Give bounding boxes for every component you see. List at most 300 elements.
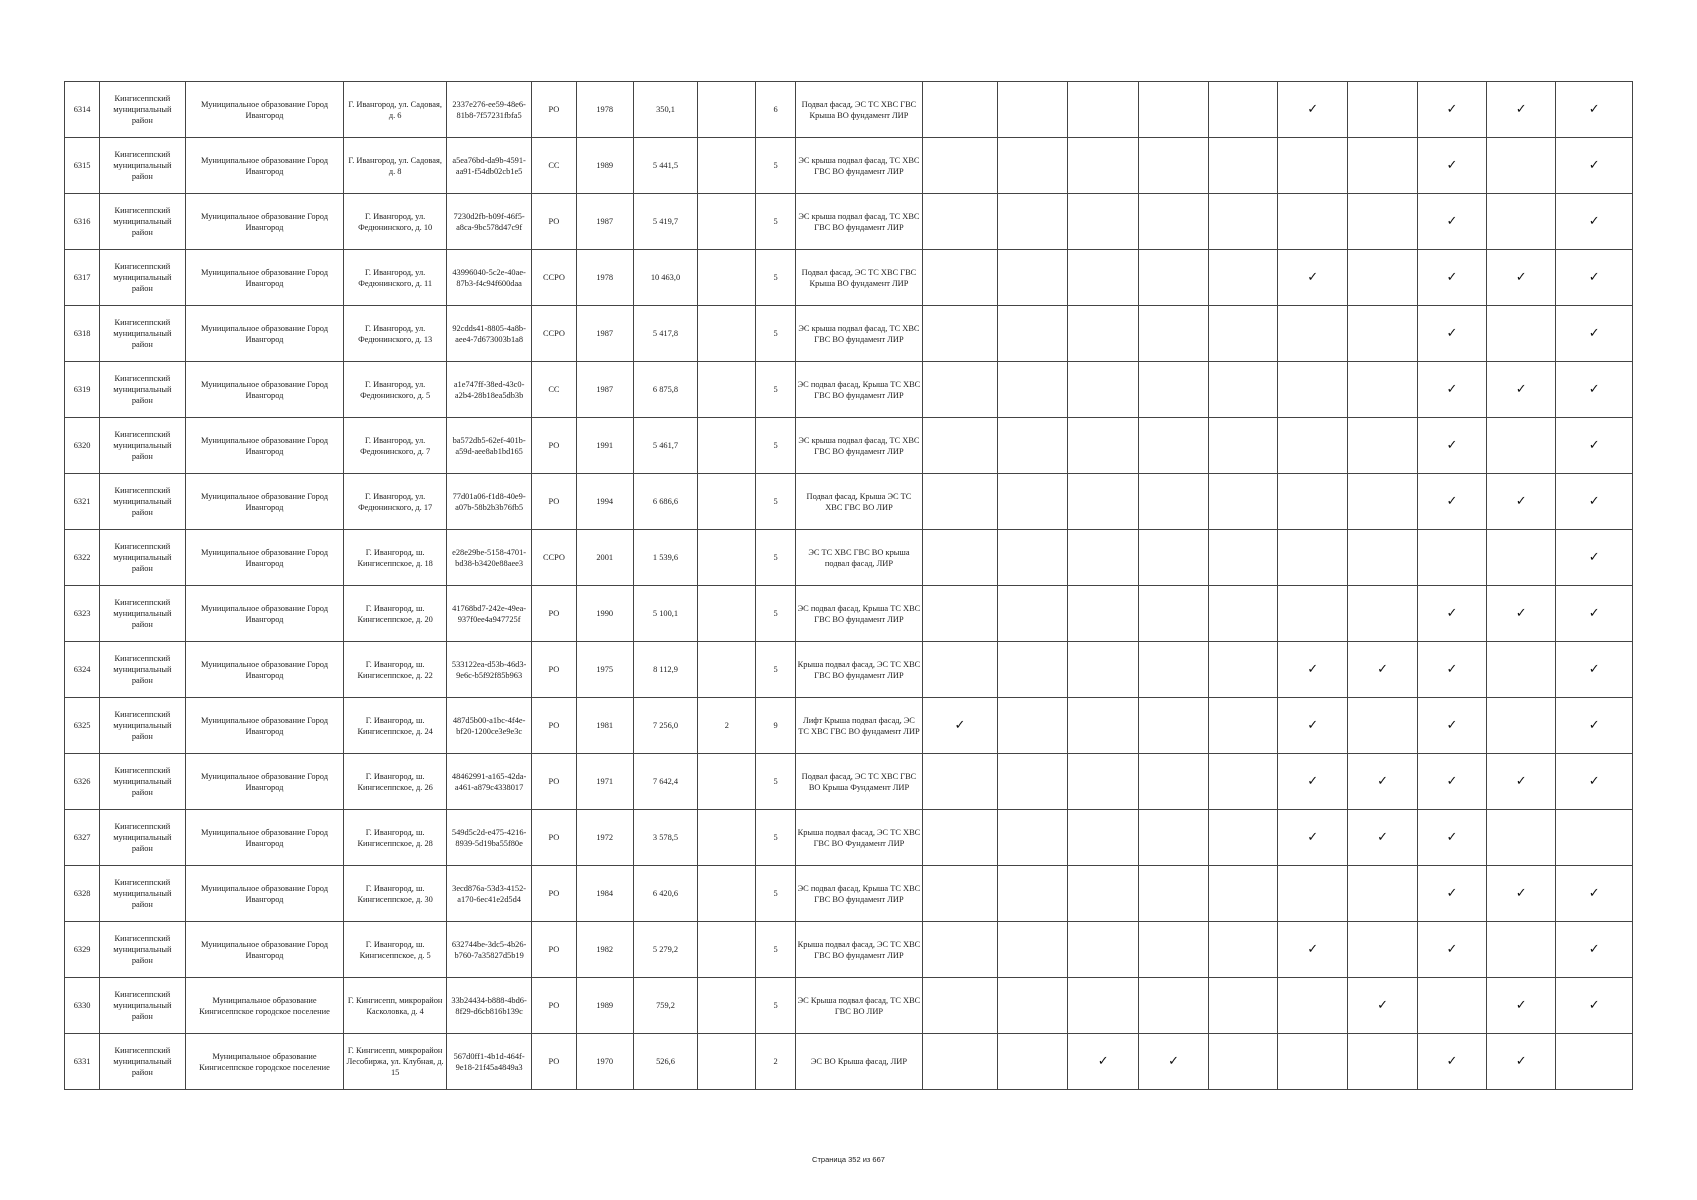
check-mark-col-16 xyxy=(1208,866,1277,922)
row-number: 6326 xyxy=(65,754,100,810)
building-address: Г. Ивангород, ул. Федюнинского, д. 13 xyxy=(344,306,447,362)
check-mark-col-20 xyxy=(1487,138,1556,194)
municipality-name: Муниципальное образование Город Ивангород xyxy=(185,866,344,922)
check-mark-col-19: ✓ xyxy=(1417,642,1486,698)
works-list: ЭС подвал фасад, Крыша ТС ХВС ГВС ВО фундамент ЛИР xyxy=(795,866,923,922)
check-mark-col-12 xyxy=(923,418,997,474)
building-address: Г. Ивангород, ш. Кингисеппское, д. 22 xyxy=(344,642,447,698)
fias-guid: 7230d2fb-b09f-46f5-a8ca-9bc578d47c9f xyxy=(446,194,531,250)
check-mark-col-19: ✓ xyxy=(1417,194,1486,250)
check-mark-col-16 xyxy=(1208,306,1277,362)
check-mark-col-21: ✓ xyxy=(1556,922,1633,978)
check-mark-col-13 xyxy=(997,306,1067,362)
district-name: Кингисеппский муниципальный район xyxy=(100,698,185,754)
check-mark-col-13 xyxy=(997,1034,1067,1090)
column-9-value: 5 xyxy=(756,250,795,306)
check-mark-col-16 xyxy=(1208,474,1277,530)
row-number: 6314 xyxy=(65,82,100,138)
management-type: РО xyxy=(532,698,576,754)
check-mark-col-13 xyxy=(997,866,1067,922)
management-type: РО xyxy=(532,642,576,698)
management-type: РО xyxy=(532,82,576,138)
check-mark-col-12 xyxy=(923,474,997,530)
check-mark-col-18: ✓ xyxy=(1348,642,1417,698)
building-address: Г. Ивангород, ш. Кингисеппское, д. 5 xyxy=(344,922,447,978)
fias-guid: 533122ea-d53b-46d3-9e6c-b5f92f85b963 xyxy=(446,642,531,698)
building-address: Г. Ивангород, ш. Кингисеппское, д. 24 xyxy=(344,698,447,754)
works-list: Крыша подвал фасад, ЭС ТС ХВС ГВС ВО фундамент ЛИР xyxy=(795,922,923,978)
district-name: Кингисеппский муниципальный район xyxy=(100,866,185,922)
building-address: Г. Ивангород, ш. Кингисеппское, д. 20 xyxy=(344,586,447,642)
check-mark-col-13 xyxy=(997,922,1067,978)
column-8-value xyxy=(698,866,756,922)
column-8-value xyxy=(698,474,756,530)
row-number: 6315 xyxy=(65,138,100,194)
check-mark-col-16 xyxy=(1208,138,1277,194)
check-mark-col-16 xyxy=(1208,586,1277,642)
check-mark-col-15 xyxy=(1139,978,1208,1034)
check-mark-col-20 xyxy=(1487,306,1556,362)
table-row xyxy=(65,138,1633,194)
management-type: РО xyxy=(532,922,576,978)
check-mark-col-20: ✓ xyxy=(1487,586,1556,642)
check-mark-col-21: ✓ xyxy=(1556,82,1633,138)
total-area: 759,2 xyxy=(633,978,697,1034)
check-mark-col-18 xyxy=(1348,474,1417,530)
column-9-value: 5 xyxy=(756,418,795,474)
works-list: ЭС крыша подвал фасад, ТС ХВС ГВС ВО фундамент ЛИР xyxy=(795,138,923,194)
total-area: 7 642,4 xyxy=(633,754,697,810)
works-list: ЭС крыша подвал фасад, ТС ХВС ГВС ВО фундамент ЛИР xyxy=(795,194,923,250)
total-area: 5 279,2 xyxy=(633,922,697,978)
check-mark-col-15 xyxy=(1139,698,1208,754)
check-mark-col-21: ✓ xyxy=(1556,698,1633,754)
column-9-value: 5 xyxy=(756,474,795,530)
district-name: Кингисеппский муниципальный район xyxy=(100,810,185,866)
building-address: Г. Ивангород, ул. Федюнинского, д. 7 xyxy=(344,418,447,474)
check-mark-col-16 xyxy=(1208,810,1277,866)
column-8-value xyxy=(698,194,756,250)
district-name: Кингисеппский муниципальный район xyxy=(100,586,185,642)
check-mark-col-14 xyxy=(1068,306,1139,362)
check-mark-col-19: ✓ xyxy=(1417,306,1486,362)
column-9-value: 5 xyxy=(756,642,795,698)
check-mark-col-20: ✓ xyxy=(1487,978,1556,1034)
check-mark-col-17 xyxy=(1278,306,1348,362)
check-mark-col-17 xyxy=(1278,194,1348,250)
column-8-value: 2 xyxy=(698,698,756,754)
check-mark-col-20 xyxy=(1487,810,1556,866)
total-area: 526,6 xyxy=(633,1034,697,1090)
building-address: Г. Кингисепп, микрорайон Касколовка, д. 4 xyxy=(344,978,447,1034)
check-mark-col-18 xyxy=(1348,362,1417,418)
building-address: Г. Ивангород, ш. Кингисеппское, д. 30 xyxy=(344,866,447,922)
table-row xyxy=(65,418,1633,474)
management-type: РО xyxy=(532,418,576,474)
management-type: РО xyxy=(532,474,576,530)
management-type: ССРО xyxy=(532,530,576,586)
check-mark-col-19: ✓ xyxy=(1417,138,1486,194)
check-mark-col-12 xyxy=(923,754,997,810)
commissioning-year: 1970 xyxy=(576,1034,633,1090)
column-8-value xyxy=(698,362,756,418)
district-name: Кингисеппский муниципальный район xyxy=(100,82,185,138)
check-mark-col-15 xyxy=(1139,530,1208,586)
check-mark-col-20 xyxy=(1487,698,1556,754)
check-mark-col-17 xyxy=(1278,530,1348,586)
check-mark-col-14 xyxy=(1068,530,1139,586)
municipality-name: Муниципальное образование Город Ивангород xyxy=(185,698,344,754)
fias-guid: 48462991-a165-42da-a461-a879c4338017 xyxy=(446,754,531,810)
fias-guid: e28e29be-5158-4701-bd38-b3420e88aee3 xyxy=(446,530,531,586)
check-mark-col-18 xyxy=(1348,1034,1417,1090)
works-list: ЭС Крыша подвал фасад, ТС ХВС ГВС ВО ЛИР xyxy=(795,978,923,1034)
check-mark-col-17: ✓ xyxy=(1278,698,1348,754)
check-mark-col-15: ✓ xyxy=(1139,1034,1208,1090)
management-type: ССРО xyxy=(532,306,576,362)
check-mark-col-18 xyxy=(1348,306,1417,362)
check-mark-col-13 xyxy=(997,642,1067,698)
check-mark-col-18 xyxy=(1348,194,1417,250)
check-mark-col-17 xyxy=(1278,866,1348,922)
check-mark-col-19: ✓ xyxy=(1417,866,1486,922)
row-number: 6319 xyxy=(65,362,100,418)
total-area: 8 112,9 xyxy=(633,642,697,698)
check-mark-col-15 xyxy=(1139,810,1208,866)
table-row xyxy=(65,194,1633,250)
total-area: 5 419,7 xyxy=(633,194,697,250)
check-mark-col-14 xyxy=(1068,362,1139,418)
check-mark-col-17 xyxy=(1278,138,1348,194)
total-area: 7 256,0 xyxy=(633,698,697,754)
works-list: ЭС крыша подвал фасад, ТС ХВС ГВС ВО фундамент ЛИР xyxy=(795,306,923,362)
fias-guid: 92cdds41-8805-4a8b-aee4-7d673003b1a8 xyxy=(446,306,531,362)
check-mark-col-21: ✓ xyxy=(1556,642,1633,698)
district-name: Кингисеппский муниципальный район xyxy=(100,362,185,418)
column-8-value xyxy=(698,754,756,810)
municipality-name: Муниципальное образование Город Ивангород xyxy=(185,82,344,138)
column-8-value xyxy=(698,418,756,474)
row-number: 6316 xyxy=(65,194,100,250)
check-mark-col-21 xyxy=(1556,1034,1633,1090)
check-mark-col-17 xyxy=(1278,978,1348,1034)
check-mark-col-20: ✓ xyxy=(1487,250,1556,306)
fias-guid: a1e747ff-38ed-43c0-a2b4-28b18ea5db3b xyxy=(446,362,531,418)
commissioning-year: 1989 xyxy=(576,978,633,1034)
check-mark-col-19: ✓ xyxy=(1417,250,1486,306)
row-number: 6327 xyxy=(65,810,100,866)
column-8-value xyxy=(698,978,756,1034)
check-mark-col-16 xyxy=(1208,362,1277,418)
check-mark-col-13 xyxy=(997,138,1067,194)
column-8-value xyxy=(698,586,756,642)
municipality-name: Муниципальное образование Город Ивангород xyxy=(185,194,344,250)
check-mark-col-17 xyxy=(1278,1034,1348,1090)
check-mark-col-14 xyxy=(1068,586,1139,642)
check-mark-col-15 xyxy=(1139,866,1208,922)
check-mark-col-19: ✓ xyxy=(1417,362,1486,418)
check-mark-col-21: ✓ xyxy=(1556,866,1633,922)
check-mark-col-12 xyxy=(923,922,997,978)
table-row xyxy=(65,586,1633,642)
check-mark-col-18 xyxy=(1348,866,1417,922)
check-mark-col-12 xyxy=(923,306,997,362)
total-area: 350,1 xyxy=(633,82,697,138)
row-number: 6325 xyxy=(65,698,100,754)
municipality-name: Муниципальное образование Город Ивангород xyxy=(185,642,344,698)
building-address: Г. Ивангород, ш. Кингисеппское, д. 26 xyxy=(344,754,447,810)
check-mark-col-13 xyxy=(997,474,1067,530)
check-mark-col-16 xyxy=(1208,530,1277,586)
check-mark-col-15 xyxy=(1139,82,1208,138)
table-row xyxy=(65,362,1633,418)
check-mark-col-13 xyxy=(997,418,1067,474)
check-mark-col-12 xyxy=(923,586,997,642)
table-row xyxy=(65,754,1633,810)
column-8-value xyxy=(698,530,756,586)
total-area: 5 100,1 xyxy=(633,586,697,642)
commissioning-year: 1987 xyxy=(576,362,633,418)
check-mark-col-12 xyxy=(923,642,997,698)
column-9-value: 5 xyxy=(756,922,795,978)
check-mark-col-14 xyxy=(1068,866,1139,922)
municipality-name: Муниципальное образование Город Ивангород xyxy=(185,754,344,810)
check-mark-col-13 xyxy=(997,194,1067,250)
fias-guid: a5ea76bd-da9b-4591-aa91-f54db02cb1e5 xyxy=(446,138,531,194)
total-area: 5 417,8 xyxy=(633,306,697,362)
check-mark-col-16 xyxy=(1208,194,1277,250)
check-mark-col-12 xyxy=(923,810,997,866)
management-type: СС xyxy=(532,362,576,418)
check-mark-col-15 xyxy=(1139,250,1208,306)
building-address: Г. Кингисепп, микрорайон Лесобиржа, ул. Клубная, д. 15 xyxy=(344,1034,447,1090)
check-mark-col-14 xyxy=(1068,138,1139,194)
check-mark-col-16 xyxy=(1208,922,1277,978)
building-address: Г. Ивангород, ул. Садовая, д. 6 xyxy=(344,82,447,138)
commissioning-year: 1987 xyxy=(576,306,633,362)
check-mark-col-21: ✓ xyxy=(1556,530,1633,586)
check-mark-col-18 xyxy=(1348,138,1417,194)
municipality-name: Муниципальное образование Город Ивангород xyxy=(185,586,344,642)
works-list: ЭС ТС ХВС ГВС ВО крыша подвал фасад, ЛИР xyxy=(795,530,923,586)
check-mark-col-12 xyxy=(923,530,997,586)
district-name: Кингисеппский муниципальный район xyxy=(100,922,185,978)
fias-guid: 77d01a06-f1d8-40e9-a07b-58b2b3b76fb5 xyxy=(446,474,531,530)
column-9-value: 9 xyxy=(756,698,795,754)
table-row xyxy=(65,1034,1633,1090)
commissioning-year: 1978 xyxy=(576,82,633,138)
column-9-value: 5 xyxy=(756,530,795,586)
works-list: Подвал фасад, ЭС ТС ХВС ГВС Крыша ВО фундамент ЛИР xyxy=(795,82,923,138)
check-mark-col-20: ✓ xyxy=(1487,866,1556,922)
fias-guid: 632744be-3dc5-4b26-b760-7a35827d5b19 xyxy=(446,922,531,978)
check-mark-col-15 xyxy=(1139,922,1208,978)
check-mark-col-17: ✓ xyxy=(1278,810,1348,866)
column-8-value xyxy=(698,306,756,362)
check-mark-col-18: ✓ xyxy=(1348,810,1417,866)
check-mark-col-13 xyxy=(997,82,1067,138)
check-mark-col-14 xyxy=(1068,978,1139,1034)
fias-guid: 549d5c2d-e475-4216-8939-5d19ba55f80e xyxy=(446,810,531,866)
column-9-value: 5 xyxy=(756,978,795,1034)
management-type: РО xyxy=(532,754,576,810)
commissioning-year: 1981 xyxy=(576,698,633,754)
check-mark-col-15 xyxy=(1139,362,1208,418)
check-mark-col-16 xyxy=(1208,978,1277,1034)
check-mark-col-14: ✓ xyxy=(1068,1034,1139,1090)
check-mark-col-18 xyxy=(1348,250,1417,306)
management-type: РО xyxy=(532,194,576,250)
row-number: 6330 xyxy=(65,978,100,1034)
municipality-name: Муниципальное образование Город Ивангород xyxy=(185,250,344,306)
fias-guid: 43996040-5c2e-40ae-87b3-f4c94f600daa xyxy=(446,250,531,306)
check-mark-col-20 xyxy=(1487,418,1556,474)
check-mark-col-20: ✓ xyxy=(1487,1034,1556,1090)
check-mark-col-18 xyxy=(1348,698,1417,754)
check-mark-col-19: ✓ xyxy=(1417,922,1486,978)
fias-guid: 567d0ff1-4b1d-464f-9e18-21f45a4849a3 xyxy=(446,1034,531,1090)
column-9-value: 5 xyxy=(756,754,795,810)
check-mark-col-19: ✓ xyxy=(1417,698,1486,754)
fias-guid: 41768bd7-242e-49ea-937f0ee4a947725f xyxy=(446,586,531,642)
check-mark-col-20 xyxy=(1487,530,1556,586)
check-mark-col-13 xyxy=(997,754,1067,810)
check-mark-col-14 xyxy=(1068,82,1139,138)
check-mark-col-17: ✓ xyxy=(1278,922,1348,978)
row-number: 6331 xyxy=(65,1034,100,1090)
check-mark-col-21: ✓ xyxy=(1556,362,1633,418)
total-area: 6 875,8 xyxy=(633,362,697,418)
check-mark-col-16 xyxy=(1208,418,1277,474)
total-area: 6 686,6 xyxy=(633,474,697,530)
check-mark-col-14 xyxy=(1068,810,1139,866)
district-name: Кингисеппский муниципальный район xyxy=(100,250,185,306)
column-9-value: 5 xyxy=(756,194,795,250)
district-name: Кингисеппский муниципальный район xyxy=(100,194,185,250)
check-mark-col-14 xyxy=(1068,474,1139,530)
row-number: 6328 xyxy=(65,866,100,922)
district-name: Кингисеппский муниципальный район xyxy=(100,530,185,586)
check-mark-col-19: ✓ xyxy=(1417,1034,1486,1090)
check-mark-col-16 xyxy=(1208,1034,1277,1090)
check-mark-col-17 xyxy=(1278,362,1348,418)
table-row xyxy=(65,530,1633,586)
check-mark-col-20: ✓ xyxy=(1487,362,1556,418)
building-address: Г. Ивангород, ул. Федюнинского, д. 17 xyxy=(344,474,447,530)
check-mark-col-14 xyxy=(1068,194,1139,250)
row-number: 6329 xyxy=(65,922,100,978)
check-mark-col-21 xyxy=(1556,810,1633,866)
column-9-value: 5 xyxy=(756,586,795,642)
district-name: Кингисеппский муниципальный район xyxy=(100,642,185,698)
check-mark-col-13 xyxy=(997,810,1067,866)
district-name: Кингисеппский муниципальный район xyxy=(100,1034,185,1090)
municipality-name: Муниципальное образование Город Ивангород xyxy=(185,474,344,530)
commissioning-year: 1994 xyxy=(576,474,633,530)
table-row xyxy=(65,922,1633,978)
column-9-value: 5 xyxy=(756,306,795,362)
check-mark-col-17: ✓ xyxy=(1278,754,1348,810)
check-mark-col-14 xyxy=(1068,754,1139,810)
check-mark-col-14 xyxy=(1068,250,1139,306)
check-mark-col-15 xyxy=(1139,474,1208,530)
check-mark-col-14 xyxy=(1068,418,1139,474)
table-row xyxy=(65,642,1633,698)
management-type: РО xyxy=(532,586,576,642)
check-mark-col-12 xyxy=(923,866,997,922)
check-mark-col-21: ✓ xyxy=(1556,474,1633,530)
management-type: РО xyxy=(532,810,576,866)
commissioning-year: 1971 xyxy=(576,754,633,810)
check-mark-col-18 xyxy=(1348,922,1417,978)
total-area: 5 461,7 xyxy=(633,418,697,474)
works-list: Лифт Крыша подвал фасад, ЭС ТС ХВС ГВС ВО фундамент ЛИР xyxy=(795,698,923,754)
commissioning-year: 1984 xyxy=(576,866,633,922)
commissioning-year: 2001 xyxy=(576,530,633,586)
check-mark-col-21: ✓ xyxy=(1556,138,1633,194)
district-name: Кингисеппский муниципальный район xyxy=(100,978,185,1034)
check-mark-col-12 xyxy=(923,250,997,306)
management-type: ССРО xyxy=(532,250,576,306)
check-mark-col-15 xyxy=(1139,642,1208,698)
municipality-name: Муниципальное образование Город Ивангород xyxy=(185,530,344,586)
register-table xyxy=(64,81,1633,1090)
works-list: ЭС подвал фасад, Крыша ТС ХВС ГВС ВО фундамент ЛИР xyxy=(795,586,923,642)
commissioning-year: 1991 xyxy=(576,418,633,474)
table-row xyxy=(65,698,1633,754)
check-mark-col-19: ✓ xyxy=(1417,474,1486,530)
column-9-value: 5 xyxy=(756,810,795,866)
commissioning-year: 1987 xyxy=(576,194,633,250)
table-row xyxy=(65,306,1633,362)
table-row xyxy=(65,866,1633,922)
commissioning-year: 1978 xyxy=(576,250,633,306)
column-9-value: 2 xyxy=(756,1034,795,1090)
municipality-name: Муниципальное образование Город Ивангород xyxy=(185,138,344,194)
check-mark-col-17 xyxy=(1278,418,1348,474)
commissioning-year: 1990 xyxy=(576,586,633,642)
check-mark-col-17: ✓ xyxy=(1278,250,1348,306)
check-mark-col-16 xyxy=(1208,642,1277,698)
management-type: СС xyxy=(532,138,576,194)
check-mark-col-12 xyxy=(923,194,997,250)
check-mark-col-18 xyxy=(1348,82,1417,138)
column-8-value xyxy=(698,250,756,306)
works-list: ЭС ВО Крыша фасад, ЛИР xyxy=(795,1034,923,1090)
check-mark-col-13 xyxy=(997,698,1067,754)
works-list: Крыша подвал фасад, ЭС ТС ХВС ГВС ВО Фундамент ЛИР xyxy=(795,810,923,866)
district-name: Кингисеппский муниципальный район xyxy=(100,306,185,362)
commissioning-year: 1982 xyxy=(576,922,633,978)
column-9-value: 5 xyxy=(756,138,795,194)
municipality-name: Муниципальное образование Город Ивангород xyxy=(185,418,344,474)
check-mark-col-16 xyxy=(1208,754,1277,810)
row-number: 6323 xyxy=(65,586,100,642)
page-footer: Страница 352 из 667 xyxy=(812,1155,885,1164)
column-8-value xyxy=(698,922,756,978)
check-mark-col-19: ✓ xyxy=(1417,810,1486,866)
column-8-value xyxy=(698,810,756,866)
municipality-name: Муниципальное образование Кингисеппское городское поселение xyxy=(185,978,344,1034)
check-mark-col-21: ✓ xyxy=(1556,586,1633,642)
check-mark-col-20 xyxy=(1487,194,1556,250)
district-name: Кингисеппский муниципальный район xyxy=(100,138,185,194)
building-address: Г. Ивангород, ш. Кингисеппское, д. 18 xyxy=(344,530,447,586)
check-mark-col-21: ✓ xyxy=(1556,194,1633,250)
check-mark-col-21: ✓ xyxy=(1556,306,1633,362)
table-row xyxy=(65,82,1633,138)
check-mark-col-15 xyxy=(1139,586,1208,642)
